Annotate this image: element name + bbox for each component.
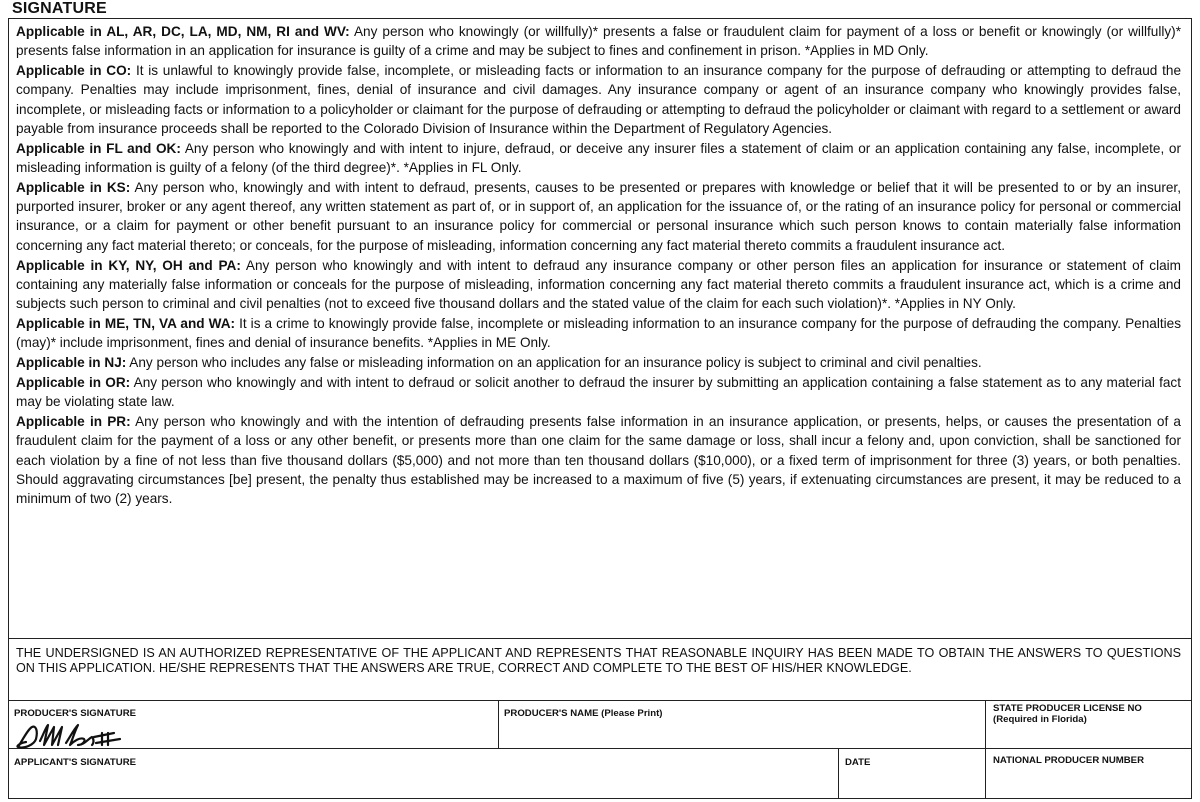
producer-signature-image [14,719,124,753]
license-no-label: STATE PRODUCER LICENSE NO [993,703,1142,714]
clause-al-ar-dc [16,22,1181,61]
clause-text: It is unlawful to knowingly provide false, incomplete, or misleading facts or information to an insurance company for the purpose of defrauding or attempting to defraud the company. Penalties may include imprisonment, fines, denial of insurance and civil damages. Any insurance company or agent of an insurance company who knowingly provides false, incomplete, or misleading facts or information to a policyholder or claimant for the purpose of defrauding or attempting to defraud the policyholder or claimant with regard to a settlement or award payable from insurance proceeds shall be reported to the Colorado Division of Insurance within the Department of Regulatory Agencies. [16,63,1181,136]
clause-label: Applicable in KY, NY, OH and PA: [16,257,241,273]
producer-name-label: PRODUCER'S NAME (Please Print) [504,708,663,719]
divider [838,748,839,799]
clause-fl-ok [16,139,1181,178]
clause-label: Applicable in AL, AR, DC, LA, MD, NM, RI and WV: [16,24,350,39]
clause-co [16,61,1181,138]
divider [8,700,1192,701]
clause-me-tn-va-wa [16,314,1181,353]
clause-ks [16,178,1181,255]
divider [985,700,986,799]
clause-text: Any person who includes any false or misleading information on an application for an insurance policy is subject to criminal and civil penalties. [126,355,982,371]
clause-label: Applicable in CO: [16,63,132,79]
clause-text: Any person who knowingly and with intent to defraud any insurance company or other person files an application for insurance or statement of claim containing any materially false information or conceals for the purpose of misleading, information concerning any fact material thereto commits a fraudulent insurance act, which is a crime and subjects such person to criminal and civil penalties (not to exceed five thousand dollars and the stated value of the claim for each such violation)*. *Applies in NY Only. [16,257,1181,312]
license-note-label: (Required in Florida) [993,714,1087,725]
fraud-warning-clauses [16,22,1181,509]
divider [498,700,499,748]
clause-text: Any person who knowingly (or willfully)* presents a false or fraudulent claim for payment of a loss or benefit or knowingly (or willfully)* presents false information in an application for insurance is guilty of a crime and may be subject to fines and confinement in prison. *Applies in MD Only. [16,24,1181,59]
clause-nj [16,353,1181,372]
divider [8,748,1192,749]
clause-pr [16,412,1181,508]
clause-label: Applicable in OR: [16,374,131,390]
divider [8,638,1192,639]
npn-label: NATIONAL PRODUCER NUMBER [993,755,1145,766]
attestation-text: THE UNDERSIGNED IS AN AUTHORIZED REPRESENTATIVE OF THE APPLICANT AND REPRESENTS THAT REASONABLE INQUIRY HAS BEEN MADE TO OBTAIN THE ANSWERS TO QUESTIONS ON THIS APPLICATION. HE/SHE REPRESENTS THAT THE ANSWERS ARE TRUE, CORRECT AND COMPLETE TO THE BEST OF HIS/HER KNOWLEDGE. [16,646,1181,676]
clause-or [16,373,1181,412]
section-title: SIGNATURE [12,0,107,17]
clause-text: Any person who knowingly and with the intention of defrauding presents false information in an insurance application, or presents, helps, or causes the presentation of a fraudulent claim for the payment of a loss or any other benefit, or presents more than one claim for the same damage or loss, shall incur a felony and, upon conviction, shall be sanctioned for each violation by a fine of not less than five thousand dollars ($5,000) and not more than ten thousand dollars ($10,000), or a fixed term of imprisonment for three (3) years, or both penalties. Should aggravating circumstances [be] present, the penalty thus established may be increased to a maximum of five (5) years, if extenuating circumstances are present, it may be reduced to a minimum of two (2) years. [16,413,1181,507]
clause-text: Any person who, knowingly and with intent to defraud, presents, causes to be presented or prepares with knowledge or belief that it will be presented to or by an insurer, purported insurer, broker or any agent thereof, any written statement as part of, or in support of, an application for the issuance of, or the rating of an insurance policy for personal or commercial insurance, or a claim for payment or other benefit pursuant to an insurance policy for commercial or personal insurance which such person knows to contain materially false information concerning any fact material thereto; or conceals, for the purpose of misleading, information concerning any fact material thereto commits a fraudulent insurance act. [16,179,1181,253]
clause-label: Applicable in KS: [16,179,131,195]
clause-label: Applicable in ME, TN, VA and WA: [16,315,236,331]
applicant-signature-label: APPLICANT'S SIGNATURE [14,757,137,768]
producer-signature-label: PRODUCER'S SIGNATURE [14,708,137,719]
clause-label: Applicable in FL and OK: [16,140,181,156]
date-label: DATE [845,757,871,768]
clause-label: Applicable in PR: [16,413,131,429]
clause-text: Any person who knowingly and with intent to injure, defraud, or deceive any insurer files a statement of claim or an application containing any false, incomplete, or misleading information is guilty of a felony (of the third degree)*. *Applies in FL Only. [16,140,1181,176]
clause-label: Applicable in NJ: [16,355,127,371]
clause-text: It is a crime to knowingly provide false, incomplete or misleading information to an insurance company for the purpose of defrauding the company. Penalties (may)* include imprisonment, fines and denial of insurance benefits. *Applies in ME Only. [16,315,1181,351]
clause-ky-ny-oh-pa [16,256,1181,314]
clause-text: Any person who knowingly and with intent to defraud or solicit another to defraud the insurer by submitting an application containing a false statement as to any material fact may be violating state law. [16,374,1181,410]
